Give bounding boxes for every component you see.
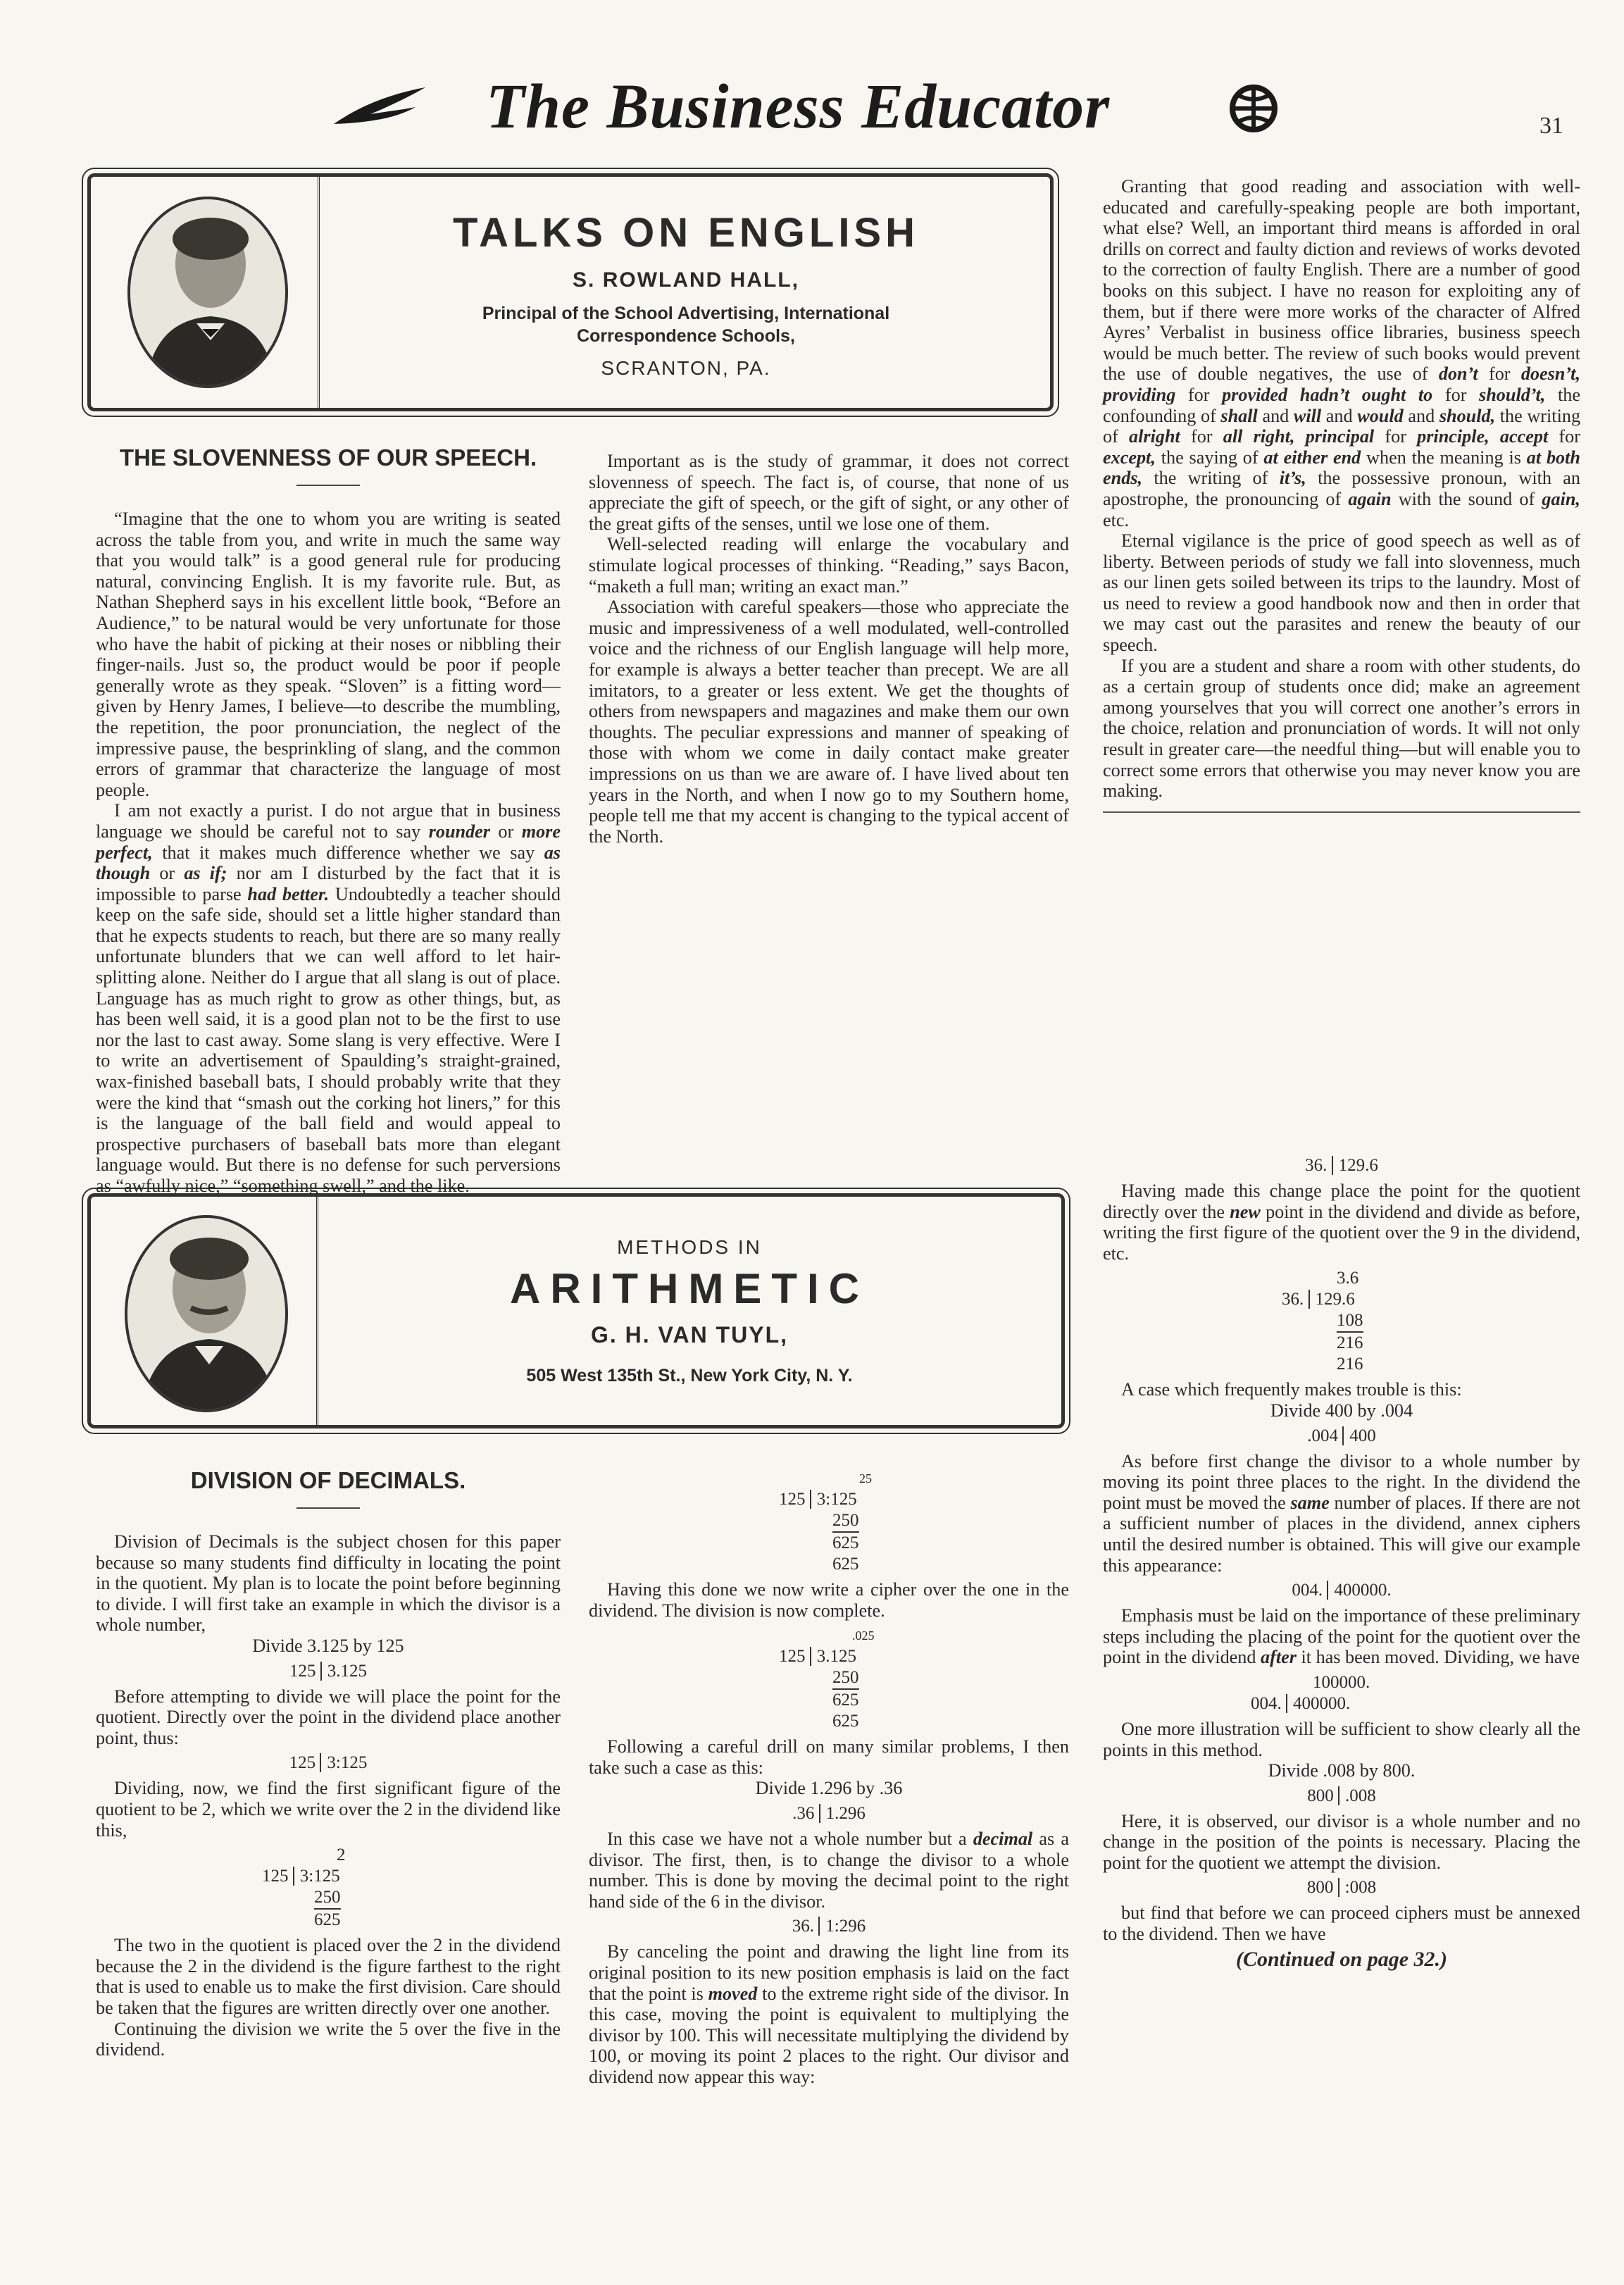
article1-paragraph: I am not exactly a purist. I do not argue that in business language we should be careful not to say rounder or more perfect, that it makes much difference whether we say as though or as if; nor am I disturbed by the fact that it is impossible to parse had better. Undoubtedly a teacher should keep on the safe side, should set a little higher standard than that he expects students to reach, but there are so many really unfortunate blunders that we can well afford to let hair-splitting alone. Neither do I argue that all slang is out of place. Language has as much right to grow as other things, but, as has been well said, it is a good plan not to be the first to use nor the last to cast away. Some slang is very effective. Were I to write an advertisement of Spaulding’s straight-grained, wax-finished baseball bats, I should probably write that they were the kind that “smash out the corking hot liners,” for this is the language of the ball field and would appeal to prospective purchasers of baseball bats more than elegant language would. But there is no defense for such perversions as “awfully nice,” “something swell,” and the like. (96, 800, 561, 1196)
article2-paragraph: Dividing, now, we find the first significant figure of the quotient to be 2, which we write over the 2 in the dividend like this, (96, 1778, 561, 1841)
article2-paragraph: Having this done we now write a cipher over the one in the dividend. The division is now complete. (589, 1579, 1069, 1621)
header1-author: S. ROWLAND HALL, (573, 268, 799, 292)
article2-col2 (589, 1464, 1069, 2088)
portrait-figure (130, 199, 288, 388)
header1-line1: Principal of the School Advertising, International (482, 304, 890, 323)
article2-col3 (1103, 1151, 1580, 1969)
division-figure: 3.6 36. 129.6 108 216 216 (1282, 1269, 1363, 1374)
division-figure: 800 .008 (1307, 1786, 1376, 1805)
example-line: Divide 3.125 by 125 (252, 1635, 404, 1656)
division-figure: .004 400 (1307, 1426, 1376, 1445)
article1-col1 (96, 444, 561, 1197)
header-box-english (87, 173, 1054, 411)
header1-title: TALKS ON ENGLISH (452, 210, 920, 256)
portrait-author (127, 197, 288, 388)
section-rule (1103, 811, 1580, 813)
division-figure: .025 125 3.125 250 625 625 (779, 1629, 875, 1731)
article2-paragraph: Following a careful drill on many similar problems, I then take such a case as this: (589, 1736, 1069, 1778)
division-figure: 125 3:125 (289, 1753, 368, 1773)
heading-rule (296, 1507, 360, 1509)
article1-paragraph: Granting that good reading and association with well-educated and carefully-speaking people are both important, what else? Well, an important third means is afforded in oral drills on correct and faulty diction and reviews of works devoted to the correction of faulty English. There are a number of good books on this subject. I have no reason for exploiting any of them, but if there were more works of the character of Alfred Ayres’ Verbalist in business office libraries, business speech would be much better. The review of such books would prevent the use of double negatives, the use of don’t for doesn’t, providing for provided hadn’t ought to for should’t, the confounding of shall and will and would and should, the writing of alright for all right, principal for principle, accept for except, the saying of at either end when the meaning is at both ends, the writing of it’s, the possessive pronoun, with an apostrophe, the pronouncing of again with the sound of gain, etc. (1103, 176, 1581, 530)
portrait-author (125, 1215, 288, 1412)
article2-paragraph: Emphasis must be laid on the importance of these preliminary steps including the placing of the point for the quotient over the point in the dividend after it has been moved. Dividing, we have (1103, 1605, 1580, 1668)
continued-note: (Continued on page 32.) (1235, 1947, 1448, 1971)
quill-pen-icon (331, 83, 430, 127)
article1-paragraph: Important as is the study of grammar, it does not correct slovenness of speech. The fact is, of course, that none of us appreciate the gift of speech, or the gift of sight, or any other of the great gifts of the senses, until we lose one of them. (589, 451, 1069, 534)
article1-col3 (1103, 176, 1580, 826)
division-figure: 004. 400000. (1292, 1581, 1392, 1600)
portrait-figure (127, 1218, 288, 1412)
article1-heading: THE SLOVENNESS OF OUR SPEECH. (119, 444, 537, 471)
article2-paragraph: but find that before we can proceed ciphers must be annexed to the dividend. Then we have (1103, 1903, 1580, 1945)
header-divider (318, 177, 320, 408)
division-figure: 36. 129.6 (1305, 1156, 1378, 1175)
masthead-title: The Business Educator (486, 72, 1111, 142)
article2-paragraph: Having made this change place the point for the quotient directly over the new point in the dividend and divide as before, writing the first figure of the quotient over the 9 in the dividend, etc. (1103, 1181, 1580, 1264)
article2-paragraph: Division of Decimals is the subject chosen for this paper because so many students find difficulty in locating the point in the quotient. My plan is to locate the point before beginning to divide. I will first take an example in which the divisor is a whole number, (96, 1531, 561, 1636)
article2-col1 (96, 1467, 561, 2060)
division-figure: 25 125 3:125 250 625 625 (779, 1471, 872, 1574)
globe-emblem-icon (1227, 82, 1280, 135)
article2-paragraph: Here, it is observed, our divisor is a whole number and no change in the position of the points is necessary. Placing the point for the quotient we attempt the division. (1103, 1810, 1580, 1873)
example-line: Divide .008 by 800. (1268, 1760, 1416, 1781)
heading-rule (296, 485, 360, 486)
article2-paragraph: In this case we have not a whole number but a decimal as a divisor. The first, then, is to change the divisor to a whole number. This is done by moving the decimal point to the right hand side of the 6 in the divisor. (589, 1828, 1069, 1912)
article2-paragraph: A case which frequently makes trouble is this: (1121, 1379, 1462, 1400)
division-figure: 36. 1:296 (792, 1917, 866, 1936)
division-figure: 125 3.125 (289, 1661, 367, 1681)
article2-heading: DIVISION OF DECIMALS. (190, 1467, 466, 1493)
article1-paragraph: “Imagine that the one to whom you are writing is seated across the table from you, and write in much the same way that you would talk” is a good general rule for producing natural, convincing English. It is my favorite rule. But, as Nathan Shepherd says in his excellent little book, “Before an Audience,” to be natural would be very unfortunate for those who have the habit of picking at their noses or nibbling their finger-nails. Just so, the product would be poor if people generally wrote as they speak. “Sloven” is a fitting word—given by Henry James, I believe—to describe the mumbling, the repetition, the poor pronunciation, the neglect of the impressive pause, the besprinkling of slang, and the common errors of grammar that characterize the language of most people. (96, 509, 561, 800)
division-figure: 100000. 004. 400000. (1251, 1672, 1370, 1713)
article1-paragraph: Association with careful speakers—those who appreciate the music and impressiveness of a well modulated, well-controlled voice and the richness of our English language will help more, for example is always a better teacher than precept. We are all imitators, to a greater or less extent. We get the thoughts of others from newspapers and magazines and make them our own thoughts. The peculiar expressions and manner of speaking of those with whom we come in daily contact make greater impressions on us than we are aware of. I have lived about ten years in the North, and when I now go to my Southern home, people tell me that my accent is changing to the typical accent of the North. (589, 597, 1069, 847)
division-figure: 2 125 3:125 250 625 (262, 1845, 346, 1930)
header-divider (316, 1197, 318, 1425)
header2-title: ARITHMETIC (510, 1265, 869, 1312)
division-figure: .36 1.296 (792, 1803, 866, 1823)
article1-col2 (589, 451, 1069, 847)
article1-paragraph: Well-selected reading will enlarge the vocabulary and stimulate logical processes of thinking. “Reading,” says Bacon, “maketh a full man; writing an exact man.” (589, 534, 1069, 597)
example-line: Divide 400 by .004 (1270, 1400, 1413, 1421)
article2-paragraph: Before attempting to divide we will place the point for the quotient. Directly over the point in the dividend place another point, thus: (96, 1686, 561, 1748)
article1-paragraph: If you are a student and share a room with other students, do as a certain group of students once did; make an agreement among yourselves that you will correct one another’s errors in the choice, relation and pronunciation of words. It will not only result in greater care—the needful thing—but will enable you to correct some errors that otherwise you may never know you are making. (1103, 655, 1580, 802)
article2-paragraph: One more illustration will be sufficient to show clearly all the points in this method. (1103, 1718, 1580, 1760)
header2-kicker: METHODS IN (617, 1236, 762, 1258)
article1-paragraph: Eternal vigilance is the price of good speech as well as of liberty. Between periods of study we fall into slovenness, much as our linen gets soiled between its trips to the laundry. Most of us need to review a good handbook now and then in order that we may cast out the parasites and renew the beauty of our speech. (1103, 530, 1580, 656)
header2-author: G. H. VAN TUYL, (590, 1322, 789, 1347)
example-line: Divide 1.296 by .36 (755, 1778, 903, 1799)
header1-place: SCRANTON, PA. (601, 357, 771, 379)
article2-paragraph: By canceling the point and drawing the light line from its original position to its new position emphasis is laid on the fact that the point is moved to the extreme right side of the divisor. In this case, moving the point is equivalent to multiplying the divisor by 100. This will necessitate multiplying the dividend by 100, or moving its point 2 places to the right. Our divisor and dividend now appear this way: (589, 1941, 1070, 2087)
header-box-arithmetic (87, 1193, 1065, 1428)
article2-paragraph: The two in the quotient is placed over the 2 in the dividend because the 2 in the dividend is the figure farthest to the right that is used to enable us to make the first division. Care should be taken that the figures are written directly over one another. (96, 1935, 561, 2018)
article2-paragraph: As before first change the divisor to a whole number by moving its point three places to the right. In the dividend the point must be moved the same number of places. If there are not a sufficient number of places in the dividend, annex ciphers until the desired number is obtained. This will give our example this appearance: (1103, 1450, 1580, 1576)
header1-line2: Correspondence Schools, (577, 326, 795, 346)
page-number: 31 (1539, 113, 1563, 139)
division-figure: 800 :008 (1306, 1878, 1377, 1898)
header2-address: 505 West 135th St., New York City, N. Y. (526, 1366, 853, 1386)
article2-paragraph: Continuing the division we write the 5 over the five in the dividend. (96, 2018, 561, 2060)
masthead (0, 70, 1624, 162)
